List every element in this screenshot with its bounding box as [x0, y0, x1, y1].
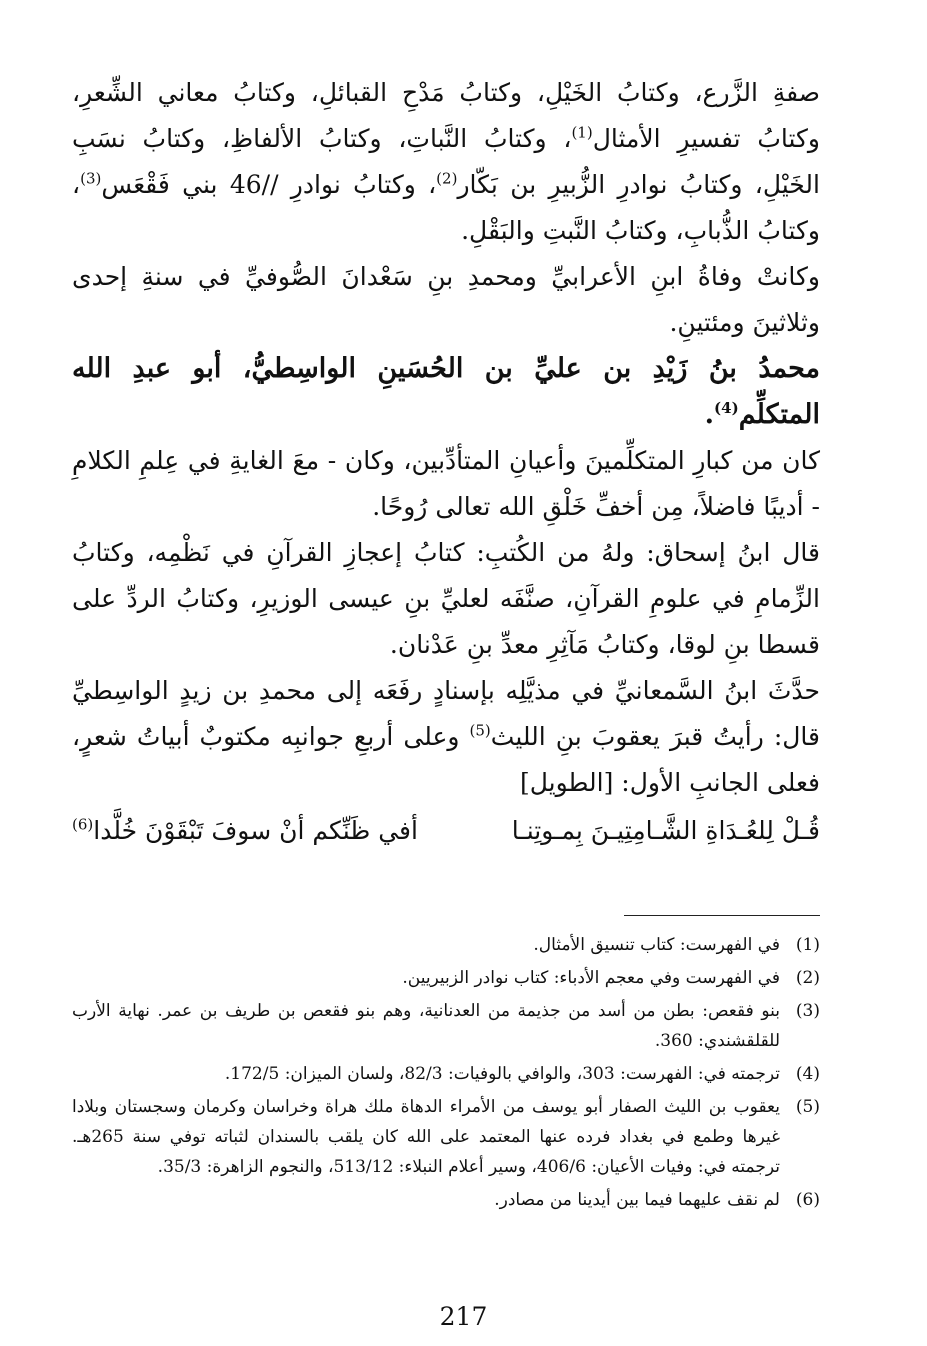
footnote-text: ترجمته في: الفهرست: 303، والوافي بالوفيات: 82/3، ولسان الميزان: 172/5. — [224, 1064, 780, 1084]
footnote-text: في الفهرست: كتاب تنسيق الأمثال. — [533, 935, 780, 955]
paragraph-text: ، وكتابُ النَّباتِ، وكتابُ الألفاظِ، وكتابُ نسَبِ الخَيْلِ، وكتابُ نوادرِ الزُّبيرِ بن بَكّار — [72, 124, 820, 199]
footnote-ref[interactable]: (3) — [80, 169, 102, 188]
footnote-divider — [624, 915, 820, 916]
paragraph-text: كان من كبارِ المتكلِّمينَ وأعيانِ المتأدِّبين، وكان - معَ الغايةِ في عِلمِ الكلامِ - أديبًا فاضلاً، مِن أخفِّ خَلْقِ الله تعالى رُوحًا. — [72, 446, 820, 521]
footnote-number: (1) — [795, 935, 820, 955]
paragraph-text: وكانتْ وفاةُ ابنِ الأعرابيِّ ومحمدِ بنِ سَعْدانَ الصُّوفيِّ في سنةِ إحدى وثلاثينَ ومئتينِ. — [72, 262, 820, 337]
footnote — [72, 1059, 820, 1089]
meter-label: [الطويل] — [519, 768, 614, 797]
footnotes — [72, 930, 820, 1218]
footnote-text: في الفهرست وفي معجم الأدباء: كتاب نوادر الزبيريين. — [402, 968, 780, 988]
footnote — [72, 963, 820, 993]
paragraph-books — [72, 530, 820, 668]
paragraph-text: ، وكتابُ نوادرِ //46 بني فَقْعَس — [101, 170, 437, 199]
footnote-number: (4) — [795, 1064, 820, 1084]
footnote-number: (3) — [795, 1001, 820, 1021]
footnote-number: (6) — [795, 1190, 820, 1210]
paragraph-book-list — [72, 70, 820, 254]
footnote — [72, 930, 820, 960]
paragraph-bio — [72, 438, 820, 530]
verse-line — [72, 808, 820, 854]
footnote-number: (2) — [795, 968, 820, 988]
heading-text: محمدُ بنُ زَيْدِ بن عليِّ بن الحُسَينِ الواسِطيُّ، أبو عبدِ الله المتكلِّم — [72, 353, 820, 430]
verse-second-text: أفي ظَنِّكم أنْ سوفَ تَبْقَوْنَ خُلَّدا — [93, 816, 418, 845]
paragraph-text: قال ابنُ إسحاق: ولهُ من الكُتبِ: كتابُ إعجازِ القرآنِ في نَظْمِه، وكتابُ الزِّمامِ في علومِ القرآنِ، صنَّفَه لعليِّ بنِ عيسى الوزيرِ، وكتابُ الردِّ على قسطا بنِ لوقا، وكتابُ مَآثِرِ معدِّ بنِ عَدْنان. — [72, 538, 820, 659]
entry-heading — [72, 346, 820, 438]
paragraph-narration — [72, 668, 820, 806]
footnote — [72, 996, 820, 1056]
paragraph-text: وعلى أربعِ جوانبِه مكتوبٌ أبياتُ شعرٍ، فعلى الجانبِ الأول: — [72, 722, 820, 797]
paragraph-text: ، وكتابُ الذُّبابِ، وكتابُ النَّبتِ والبَقْلِ. — [72, 170, 820, 245]
heading-text: . — [704, 399, 715, 430]
verse-first-hemistich: قُـلْ لِلعُـدَاةِ الشَّـامِتِيـنَ بِمـوتِنـا — [511, 816, 820, 845]
paragraph-death — [72, 254, 820, 346]
footnote — [72, 1185, 820, 1215]
main-text — [72, 70, 820, 854]
footnote-ref[interactable]: (5) — [469, 721, 491, 740]
footnote — [72, 1092, 820, 1182]
footnote-ref[interactable]: (6) — [72, 815, 94, 834]
footnote-text: بنو فقعص: بطن من أسد من جذيمة من العدنانية، وهم بنو فقعص بن طريف بن عمر. نهاية الأرب للقلقشندي: 360. — [72, 1001, 780, 1051]
footnote-number: (5) — [795, 1097, 820, 1117]
page-number: 217 — [439, 1302, 488, 1331]
paragraph-text: صفةِ الزَّرع، وكتابُ الخَيْلِ، وكتابُ مَدْحِ القبائلِ، وكتابُ معاني الشِّعرِ، وكتابُ تفسيرِ الأمثال — [72, 78, 821, 153]
footnote-ref[interactable]: (4) — [714, 399, 739, 417]
footnote-text: لم نقف عليهما فيما بين أيدينا من مصادر. — [494, 1190, 780, 1210]
footnote-ref[interactable]: (1) — [571, 123, 593, 142]
paragraph-text: حدَّثَ ابنُ السَّمعانيِّ في مذيَّلِه بإسنادٍ رفَعَه إلى محمدِ بن زيدٍ الواسِطيِّ قال: رأيتُ قبرَ يعقوبَ بنِ الليث — [72, 676, 820, 751]
footnote-text: يعقوب بن الليث الصفار أبو يوسف من الأمراء الدهاة ملك هراة وخراسان وكرمان وسجستان وبلادا غيرها وطمع في بغداد فرده عنها المعتمد على الله كان يلقب بالسندان لثباته توفي سنة 265هـ. ترجمته في: وفيات الأعيان: 406/6، وسير أعلام النبلاء: 513/12، والنجوم الزاهرة: 35/3. — [72, 1097, 780, 1177]
footnote-ref[interactable]: (2) — [436, 169, 458, 188]
verse-second-hemistich — [72, 808, 418, 854]
